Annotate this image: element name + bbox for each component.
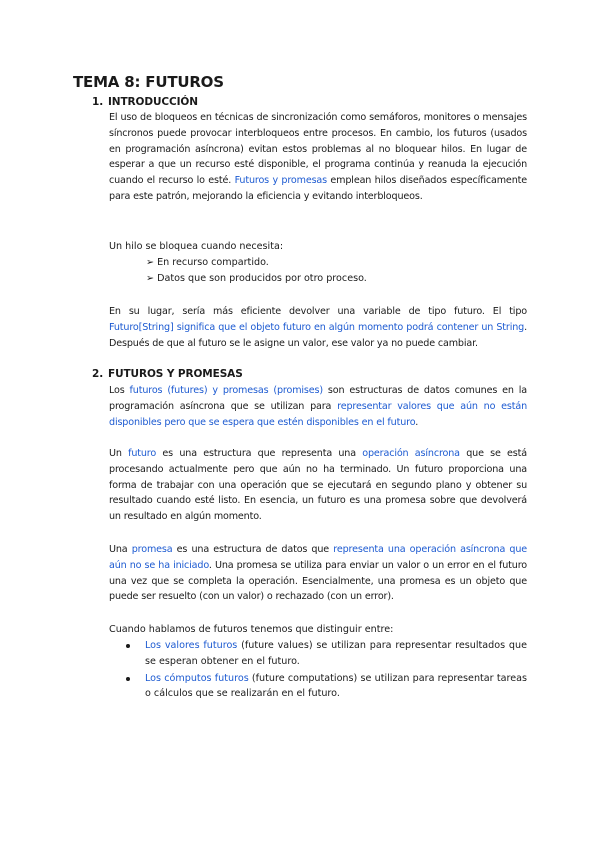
bullet-icon [126,677,130,681]
text-run: Un [109,448,129,459]
highlight-computos-futuros: Los cómputos futuros [145,672,249,684]
section-heading-futuros-promesas [92,368,243,380]
bullet-icon [126,644,130,648]
text-run: . Después de que al futuro se le asigne un valor, ese valor ya no puede cambiar. [109,321,527,349]
list-item [146,255,367,271]
text-run: El uso de bloqueos en técnicas de sincronización como semáforos, monitores o mensajes síncronos puede provocar interbloqueos entre procesos. En cambio, los futuros (usados en programación asíncrona) evitan estos problemas al no bloquear hilos. En lugar de esperar a que un recurso esté disponible, el programa continúa y reanuda la ejecución cuando el recurso lo esté. [109,112,527,187]
futuros-paragraph-2 [109,446,527,525]
section-title: INTRODUCCIÓN [108,96,198,108]
intro-paragraph-2: Un hilo se bloquea cuando necesita: [109,241,284,252]
text-run: . Una promesa se utiliza para enviar un valor o un error en el futuro una vez que se completa la operación. Esencialmente, una promesa es un objeto que puede ser resuelto (con un valor) o rechazado (con un error). [109,559,528,603]
list-item [126,638,527,670]
highlight-futuros-promesas: Futuros y promesas [234,175,327,187]
futuros-paragraph-3 [109,542,527,605]
text-run: En su lugar, sería más eficiente devolver una variable de tipo futuro. El tipo [109,306,527,317]
arrow-bullet-icon: ➢ [146,257,155,268]
highlight-significa: significa que el objeto futuro en algún momento podrá contener un String [173,321,525,333]
highlight-futures-promises: futuros (futures) y promesas (promises) [129,385,323,396]
text-run: Una [109,544,132,555]
highlight-representar-valores: representar valores que aún no están disponibles pero que se espera que estén disponibles en el futuro [109,400,528,428]
list-item-text: En recurso compartido. [157,257,269,268]
future-types-list [126,638,527,703]
list-item [146,271,367,287]
highlight-representa-operacion: representa una operación asíncrona que aún no se ha iniciado [109,544,527,571]
highlight-valores-futuros: Los valores futuros [145,640,238,651]
list-item-text: Datos que son producidos por otro proceso. [157,273,367,284]
text-run: que se está procesando actualmente pero que aún no ha terminado. Un futuro proporciona una forma de trabajar con una operación que se ejecutará en segundo plano y obtener su resultado cuando esté listo. En esencia, un futuro es una promesa sobre que devolverá un resultado en algún momento. [109,448,527,523]
intro-paragraph-3 [109,304,527,351]
page-title: TEMA 8: FUTUROS [73,73,224,91]
text-run: es una estructura de datos que [172,544,334,555]
futuros-paragraph-4: Cuando hablamos de futuros tenemos que distinguir entre: [109,624,394,635]
text-run: (future values) se utilizan para representar resultados que se esperan obtener en el futuro. [145,640,527,667]
text-run: es una estructura que representa una [156,448,363,459]
futuros-paragraph-1 [109,383,527,430]
highlight-operacion-asincrona: operación asíncrona [362,448,460,459]
text-run: son estructuras de datos comunes en la programación asíncrona que se utilizan para [109,385,527,412]
section-number: 2. [92,368,104,380]
section-title: FUTUROS Y PROMESAS [108,368,243,380]
arrow-bullet-icon: ➢ [146,273,155,284]
highlight-futuro: futuro [128,448,157,459]
section-heading-introduccion [92,96,198,108]
text-run: (future computations) se utilizan para representar tareas o cálculos que se realizarán en el futuro. [145,672,527,700]
text-run: . [415,416,419,428]
list-item [126,671,527,703]
highlight-promesa: promesa [131,544,173,555]
section-number: 1. [92,96,104,108]
intro-paragraph-1 [109,110,527,205]
text-run: emplean hilos diseñados específicamente para este patrón, mejorando la eficiencia y evitando interbloqueos. [109,175,527,202]
block-reasons-list [146,255,367,287]
text-run: Los [109,385,130,396]
highlight-futuro-string: Futuro[String] [109,321,174,333]
